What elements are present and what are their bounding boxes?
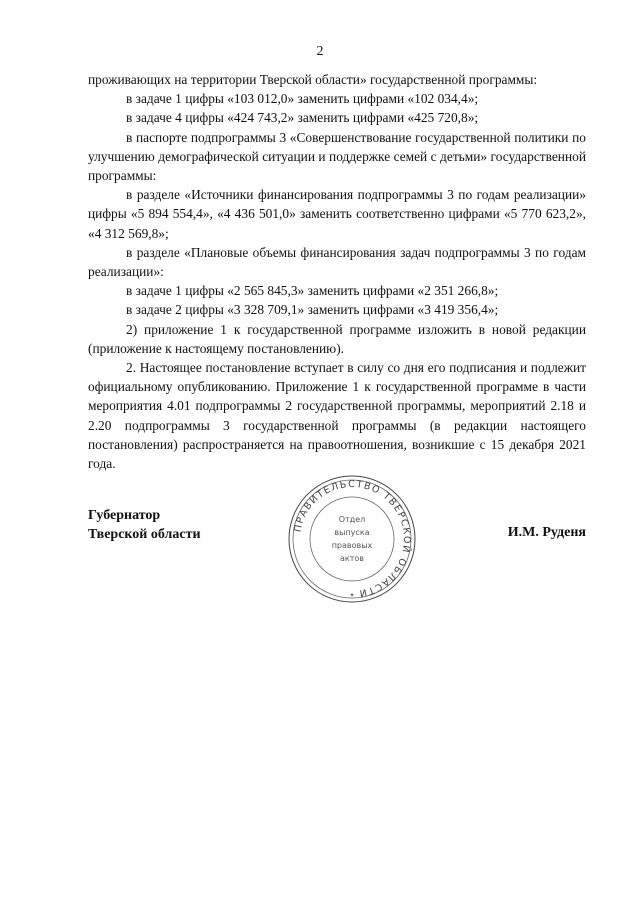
seal-outer-ring <box>289 476 415 602</box>
page-number: 2 <box>316 44 324 59</box>
paragraph-sub3-task1-change: в задаче 1 цифры «2 565 845,3» заменить цифрами «2 351 266,8»; <box>126 283 499 299</box>
paragraph-planned-volumes: в разделе «Плановые объемы финансирования задач подпрограммы 3 по годам реализации»: <box>88 244 586 280</box>
seal-ring-text: ПРАВИТЕЛЬСТВО ТВЕРСКОЙ ОБЛАСТИ <box>292 478 413 599</box>
seal-line-4: актов <box>339 554 365 563</box>
paragraph-subprogram3-passport: в паспорте подпрограммы 3 «Совершенствование государственной политики по улучшению демографической ситуации и поддержке семей с детьми» государственной программы: <box>88 129 586 184</box>
signatory-name: И.М. Руденя <box>507 525 586 540</box>
paragraph-task4-change: в задаче 4 цифры «424 743,2» заменить цифрами «425 720,8»; <box>126 110 479 126</box>
paragraph-task1-change: в задаче 1 цифры «103 012,0» заменить цифрами «102 034,4»; <box>126 91 479 107</box>
paragraph-appendix-item: 2) приложение 1 к государственной программе изложить в новой редакции (приложение к настоящему постановлению). <box>88 321 586 356</box>
signatory-title-line2: Тверской области <box>88 527 201 542</box>
seal-line-1: Отдел <box>338 515 366 524</box>
paragraph-continuation: проживающих на территории Тверской области» государственной программы: <box>88 72 538 87</box>
paragraph-sub3-task2-change: в задаче 2 цифры «3 328 709,1» заменить цифрами «3 419 356,4»; <box>126 302 499 318</box>
signatory-title-line1: Губернатор <box>88 508 161 523</box>
seal-line-3: правовых <box>331 541 373 550</box>
seal-inner-ring <box>310 497 394 581</box>
paragraph-funding-sources: в разделе «Источники финансирования подпрограммы 3 по годам реализации» цифры «5 894 554,4», «4 436 501,0» заменить соответственно цифрами «5 770 623,2», «4 312 569,8»; <box>88 187 586 241</box>
paragraph-entry-into-force: 2. Настоящее постановление вступает в силу со дня его подписания и подлежит официальному опубликованию. Приложение 1 к государственной программе в части мероприятия 4.01 подпрограммы 2 государственной программы, мероприятий 2.18 и 2.20 подпрограммы 3 государственной программы (в редакции настоящего постановления) распространяется на правоотношения, возникшие с 15 декабря 2021 года. <box>88 360 586 472</box>
seal-line-2: выпуска <box>334 528 370 537</box>
signatory-title <box>88 506 201 544</box>
document-body <box>88 70 586 473</box>
seal-star-icon: ✦ <box>349 593 355 599</box>
official-seal <box>286 473 418 605</box>
